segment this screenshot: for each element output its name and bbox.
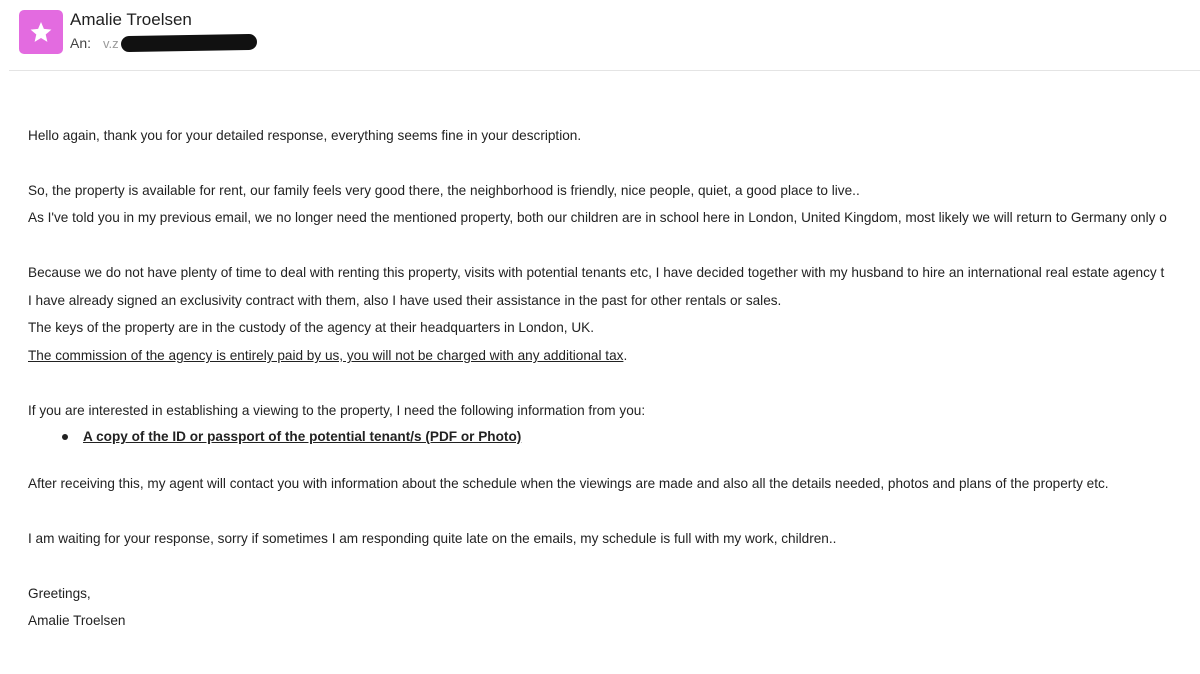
commission-note: The commission of the agency is entirely paid by us, you will not be charged with any additional tax [28, 348, 624, 363]
paragraph-line-underlined [28, 348, 627, 363]
list-item [62, 429, 521, 444]
closing-line: Greetings, [28, 586, 91, 601]
paragraph-line: I am waiting for your response, sorry if sometimes I am responding quite late on the emails, my schedule is full with my work, children.. [28, 531, 837, 546]
bullet-text: A copy of the ID or passport of the potential tenant/s (PDF or Photo) [83, 429, 522, 444]
paragraph-line: If you are interested in establishing a viewing to the property, I need the following information from you: [28, 403, 646, 418]
header-divider [9, 70, 1200, 71]
star-icon [29, 20, 53, 44]
commission-note-end: . [623, 348, 628, 363]
redaction-mark [121, 34, 257, 52]
greeting-line: Hello again, thank you for your detailed response, everything seems fine in your description. [28, 128, 582, 143]
bullet-icon [62, 434, 68, 440]
recipient-label: An: [70, 35, 92, 51]
sender-avatar[interactable] [19, 10, 63, 54]
paragraph-line: So, the property is available for rent, our family feels very good there, the neighborhood is friendly, nice people, quiet, a good place to live.. [28, 183, 860, 198]
recipient-row [70, 35, 257, 51]
paragraph-line: The keys of the property are in the custody of the agency at their headquarters in London, UK. [28, 320, 594, 335]
signature-line: Amalie Troelsen [28, 613, 126, 628]
paragraph-line: I have already signed an exclusivity contract with them, also I have used their assistance in the past for other rentals or sales. [28, 293, 782, 308]
paragraph-line: After receiving this, my agent will contact you with information about the schedule when the viewings are made and also all the details needed, photos and plans of the property etc. [28, 476, 1109, 491]
paragraph-line: As I've told you in my previous email, we no longer need the mentioned property, both our children are in school here in London, United Kingdom, most likely we will return to Germany only o [28, 210, 1167, 225]
recipient-address[interactable]: v.z [103, 35, 119, 51]
email-header [0, 0, 1200, 70]
paragraph-line: Because we do not have plenty of time to deal with renting this property, visits with potential tenants etc, I have decided together with my husband to hire an international real estate agency t [28, 265, 1165, 280]
sender-name[interactable]: Amalie Troelsen [70, 10, 192, 29]
